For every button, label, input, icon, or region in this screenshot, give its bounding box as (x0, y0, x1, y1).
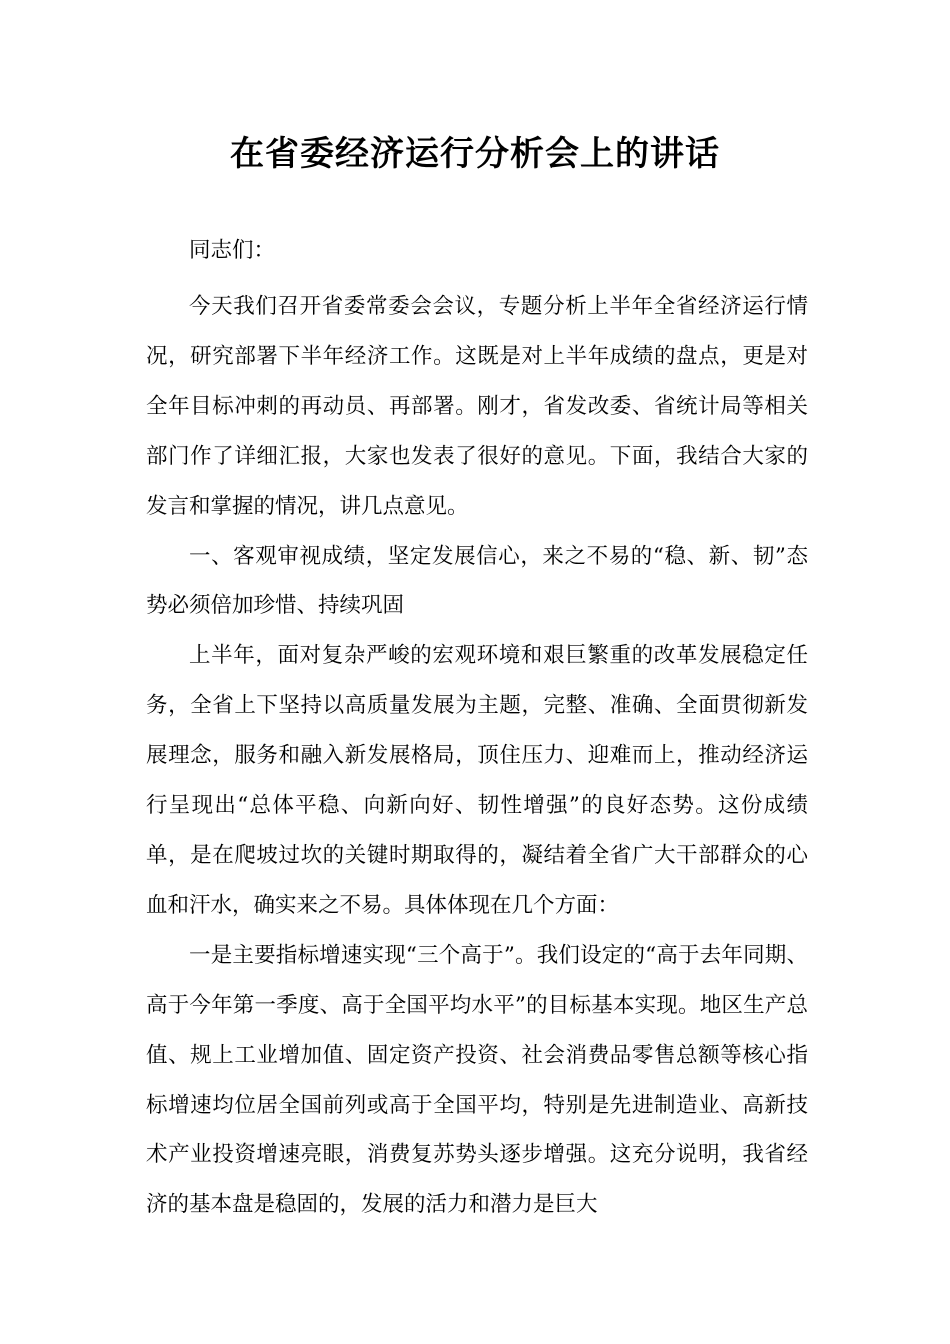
paragraph-opening: 今天我们召开省委常委会会议，专题分析上半年全省经济运行情况，研究部署下半年经济工作。这既是对上半年成绩的盘点，更是对全年目标冲刺的再动员、再部署。刚才，省发改委、省统计局等相关部门作了详细汇报，大家也发表了很好的意见。下面，我结合大家的发言和掌握的情况，讲几点意见。 (146, 294, 808, 519)
document-title: 在省委经济运行分析会上的讲话 (230, 134, 720, 174)
paragraph-achievements: 上半年，面对复杂严峻的宏观环境和艰巨繁重的改革发展稳定任务，全省上下坚持以高质量发展为主题，完整、准确、全面贯彻新发展理念，服务和融入新发展格局，顶住压力、迎难而上，推动经济运行呈现出“总体平稳、向新向好、韧性增强”的良好态势。这份成绩单，是在爬坡过坎的关键时期取得的，凝结着全省广大干部群众的心血和汗水，确实来之不易。具体体现在几个方面： (146, 643, 808, 918)
document-body (146, 231, 808, 1230)
section-heading-one: 一、客观审视成绩，坚定发展信心，来之不易的“稳、新、韧”态势必须倍加珍惜、持续巩固 (146, 543, 808, 619)
paragraph-indicators: 一是主要指标增速实现“三个高于”。我们设定的“高于去年同期、高于今年第一季度、高于全国平均水平”的目标基本实现。地区生产总值、规上工业增加值、固定资产投资、社会消费品零售总额等核心指标增速均位居全国前列或高于全国平均，特别是先进制造业、高新技术产业投资增速亮眼，消费复苏势头逐步增强。这充分说明，我省经济的基本盘是稳固的，发展的活力和潜力是巨大 (146, 942, 808, 1218)
salutation: 同志们： (189, 238, 276, 263)
